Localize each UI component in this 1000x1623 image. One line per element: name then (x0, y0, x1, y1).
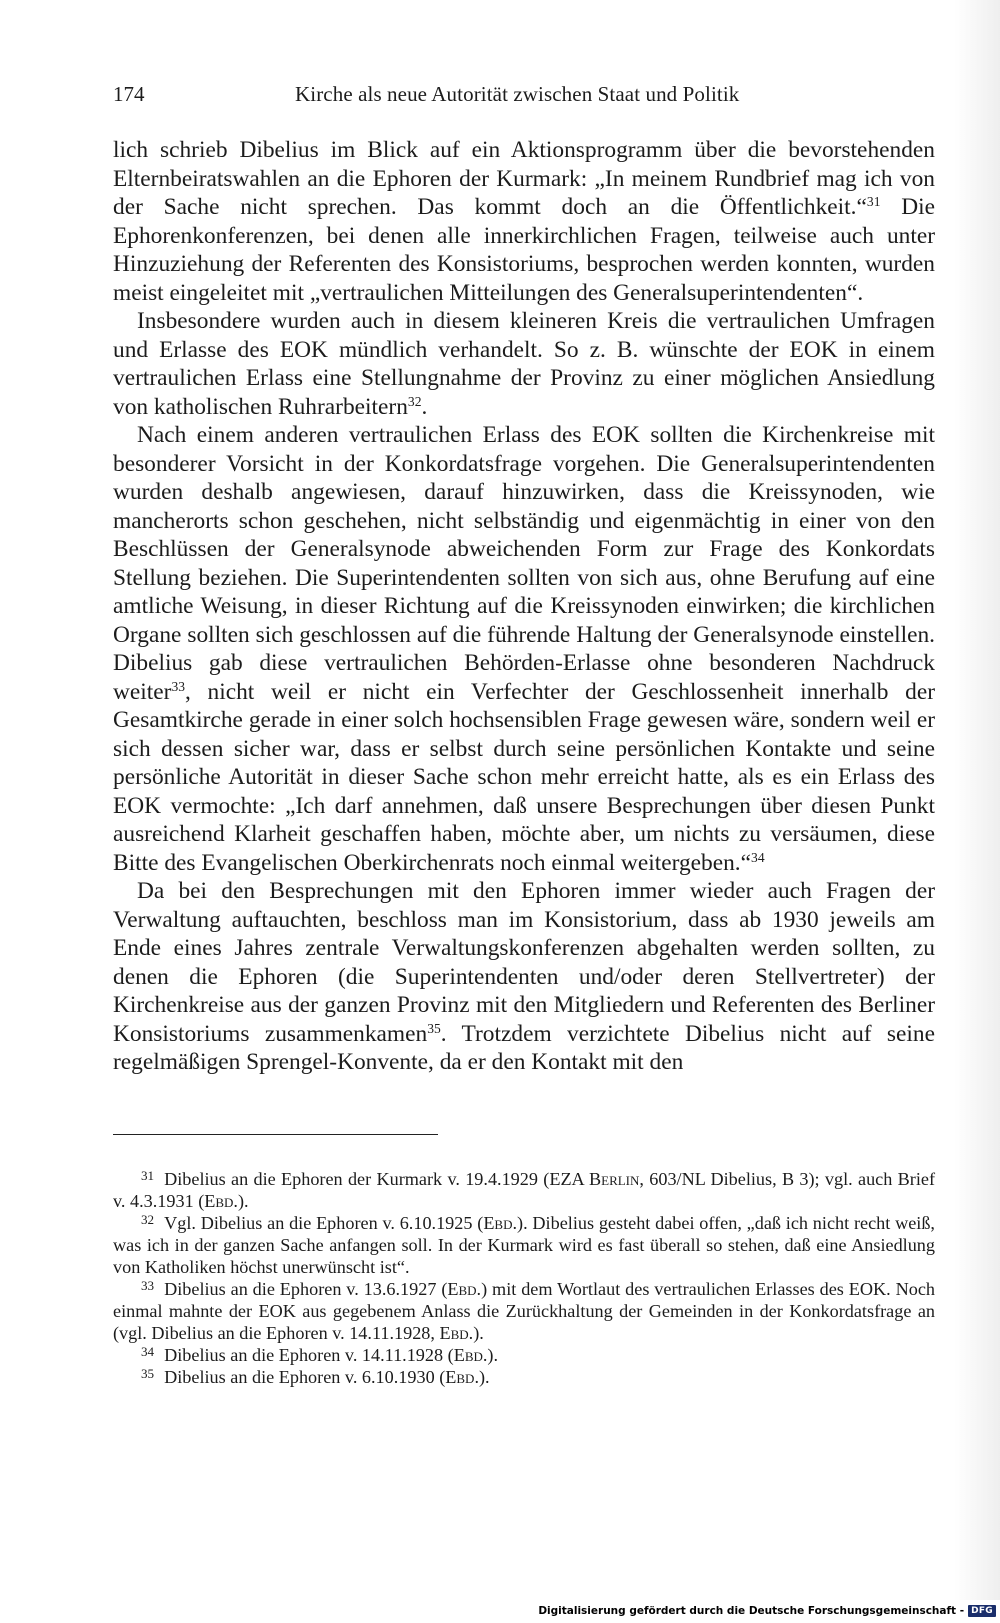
digitization-credit-text: Digitalisierung gefördert durch die Deutsche Forschungsgemeinschaft - (538, 1605, 965, 1617)
paragraph-2 (113, 307, 935, 421)
paragraph-2-text-after: . (421, 393, 428, 420)
footnote-text: ). (479, 1367, 490, 1387)
footnote-text: Dibelius an die Ephoren v. 6.10.1930 ( (164, 1367, 446, 1387)
footnote-smallcaps: Ebd. (204, 1191, 238, 1211)
footnote-smallcaps: Berlin (589, 1169, 640, 1189)
footnote-ref-35[interactable]: 35 (427, 1020, 441, 1036)
footnote-smallcaps: Ebd. (483, 1213, 518, 1233)
paragraph-1 (113, 136, 935, 307)
footnote-number: 32 (141, 1211, 155, 1227)
page-number: 174 (113, 82, 145, 106)
footnote-text: ). (237, 1191, 249, 1211)
footnote-text: Dibelius an die Ephoren v. 13.6.1927 ( (164, 1279, 448, 1299)
paragraph-1-text-after: Die Ephorenkonferenzen, bei denen alle innerkirchlichen Fragen, teilweise auch unter Hinzuziehung der Referenten des Konsistoriums, besprochen werden konnten, wurden meist eingeleitet mit „vertraulichen Mitteilungen des Generalsuperintendenten“. (113, 194, 935, 306)
paragraph-4-text-after: . Trotzdem verzichtete Dibelius nicht auf seine regelmäßigen Sprengel-Konvente, da er den Kontakt mit den (113, 1020, 935, 1075)
footnote-smallcaps: Ebd. (453, 1345, 488, 1365)
footnote-smallcaps: Ebd. (445, 1367, 479, 1387)
footnote-number: 31 (141, 1167, 155, 1183)
footnote-text: ). (487, 1345, 499, 1365)
footnote-31 (113, 1168, 935, 1212)
footnote-34 (113, 1344, 935, 1366)
footnote-text: ). Dibelius gesteht dabei offen, „daß ich nicht recht weiß, was ich in der ganzen Sache anfangen soll. In der Kurmark wird es fast überall so stehen, daß eine Ansiedlung von Katholiken höchst unerwünscht ist“. (113, 1213, 935, 1277)
footnote-number: 35 (141, 1365, 155, 1381)
page-header (113, 82, 935, 112)
dfg-logo: DFG (968, 1605, 996, 1617)
footnote-32 (113, 1212, 935, 1278)
footnote-35 (113, 1366, 935, 1388)
paragraph-2-text: Insbesondere wurden auch in diesem kleineren Kreis die vertraulichen Umfragen und Erlasse des EOK mündlich verhandelt. So z. B. wünschte der EOK in einem vertraulichen Erlass eine Stellungnahme der Provinz zu einer möglichen Ansiedlung von katholischen Ruhrarbeitern (113, 308, 935, 420)
footnote-ref-33[interactable]: 33 (171, 678, 186, 694)
running-head: Kirche als neue Autorität zwischen Staat und Politik (295, 82, 740, 106)
footnote-text: , 603/NL Dibelius, B 3); vgl. auch Brief v. 4.3.1931 ( (113, 1169, 936, 1211)
footnote-ref-32[interactable]: 32 (407, 393, 422, 409)
footnote-text: ) mit dem Wortlaut des vertraulichen Erlasses des EOK. Noch einmal mahnte der EOK aus gegebenem Anlass die Zurückhaltung der Gemeinden in der Konkordatsfrage an (vgl. Dibelius an die Ephoren v. 14.11.1928, (113, 1279, 935, 1343)
footnote-divider (113, 1134, 438, 1135)
footnote-number: 33 (141, 1277, 155, 1293)
footnote-ref-31[interactable]: 31 (866, 193, 881, 209)
footnote-smallcaps: Ebd. (447, 1279, 482, 1299)
paragraph-4 (113, 877, 935, 1077)
paragraph-3-text-after: , nicht weil er nicht ein Verfechter der Geschlossenheit innerhalb der Gesamtkirche gerade in einer solch hochsensiblen Frage gewesen wäre, sondern weil er sich dessen sicher war, dass er selbst durch seine persönlichen Kontakte und seine persönliche Autorität in dieser Sache schon mehr erreicht hatte, als es ein Erlass des EOK vermochte: „Ich darf annehmen, daß unsere Besprechungen über diesen Punkt ausreichend Klarheit geschaffen haben, möchte aber, um nichts zu versäumen, diese Bitte des Evangelischen Oberkirchenrats noch einmal weitergeben.“ (113, 678, 935, 876)
paragraph-1-text: lich schrieb Dibelius im Blick auf ein Aktionsprogramm über die bevorstehenden Elternbeiratswahlen an die Ephoren der Kurmark: „In meinem Rundbrief mag ich von der Sache nicht sprechen. Das kommt doch an die Öffentlichkeit.“ (113, 137, 935, 220)
paragraph-3-text: Nach einem anderen vertraulichen Erlass des EOK sollten die Kirchenkreise mit besonderer Vorsicht in der Konkordatsfrage vorgehen. Die Generalsuperintendenten wurden deshalb angewiesen, darauf hinzuwirken, dass die Kreissynoden, wie mancherorts schon geschehen, nicht selbständig und eigenmächtig in einer von den Beschlüssen der Generalsynode abweichenden Form zur Frage des Konkordats Stellung beziehen. Die Superintendenten sollten von sich aus, ohne Berufung auf eine amtliche Weisung, in dieser Richtung auf die Kreissynoden einwirken; die kirchlichen Organe sollten sich geschlossen auf die führende Haltung der Generalsynode einstellen. Dibelius gab diese vertraulichen Behörden-Erlasse ohne besonderen Nachdruck weiter (113, 422, 935, 705)
footnote-text: Dibelius an die Ephoren der Kurmark v. 19.4.1929 (EZA (164, 1169, 589, 1189)
footnote-33 (113, 1278, 935, 1344)
footnote-smallcaps: Ebd. (439, 1323, 474, 1343)
footnote-ref-34[interactable]: 34 (751, 849, 765, 865)
footnote-text: Dibelius an die Ephoren v. 14.11.1928 ( (164, 1345, 454, 1365)
footnote-text: Vgl. Dibelius an die Ephoren v. 6.10.1925 ( (164, 1213, 484, 1233)
footnotes (113, 1168, 935, 1388)
footnote-number: 34 (141, 1343, 155, 1359)
scan-edge-shadow (954, 0, 1000, 1600)
main-text (113, 136, 935, 1077)
paragraph-4-text: Da bei den Besprechungen mit den Ephoren immer wieder auch Fragen der Verwaltung auftauchten, beschloss man im Konsistorium, dass ab 1930 jeweils am Ende eines Jahres zentrale Verwaltungskonferenzen abgehalten werden sollten, zu denen die Ephoren (die Superintendenten und/oder deren Stellvertreter) der Kirchenkreise aus der ganzen Provinz mit den Mitgliedern und Referenten des Berliner Konsistoriums zusammenkamen (113, 878, 935, 1047)
footnote-text: ). (473, 1323, 484, 1343)
digitization-credit (538, 1603, 996, 1619)
paragraph-3 (113, 421, 935, 877)
